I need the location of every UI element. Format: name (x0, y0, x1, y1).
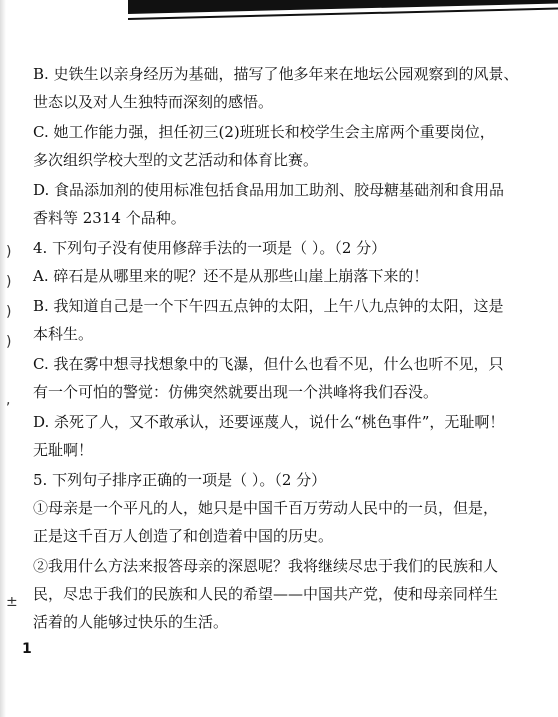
text-line: C. 她工作能力强，担任初三(2)班班长和校学生会主席两个重要岗位， (33, 123, 495, 141)
text-line: 无耻啊！ (33, 441, 94, 459)
text-line: 活着的人能够过快乐的生活。 (33, 613, 229, 631)
text-line: D. 杀死了人，又不敢承认，还要诬蔑人，说什么“桃色事件”，无耻啊！ (33, 413, 505, 431)
text-line: 民，尽忠于我们的民族和人民的希望——中国共产党，使和母亲同样生 (33, 585, 499, 603)
question-title: 5. 下列句子排序正确的一项是（ ）。（2 分） (33, 471, 327, 489)
text-line: 香料等 2314 个品种。 (33, 209, 186, 227)
option-b-q3 (33, 60, 538, 116)
question-4 (33, 234, 538, 262)
text-line: 世态以及对人生独特而深刻的感悟。 (33, 93, 274, 111)
text-line: ①母亲是一个平凡的人，她只是中国千百万劳动人民中的一员，但是， (33, 499, 499, 517)
sentence-2 (33, 552, 538, 636)
option-b-q4 (33, 292, 538, 348)
margin-mark: ) (6, 334, 12, 350)
text-line: D. 食品添加剂的使用标准包括食品用加工助剂、胶母糖基础剂和食用品 (33, 181, 505, 199)
text-line: B. 我知道自己是一个下午四五点钟的太阳，上午八九点钟的太阳，这是 (33, 297, 504, 315)
text-line: 本科生。 (33, 325, 94, 343)
text-line: C. 我在雾中想寻找想象中的飞瀑，但什么也看不见，什么也听不见，只 (33, 355, 504, 373)
margin-mark: ) (6, 304, 12, 320)
option-c-q4 (33, 350, 538, 406)
margin-mark: , (6, 392, 11, 408)
page-number: 1 (22, 641, 32, 657)
option-c-q3 (33, 118, 538, 174)
text-line: 有一个可怕的警觉：仿佛突然就要出现一个洪峰将我们吞没。 (33, 383, 439, 401)
text-line: ②我用什么方法来报答母亲的深恩呢？我将继续尽忠于我们的民族和人 (33, 557, 499, 575)
option-d-q4 (33, 408, 538, 464)
sentence-1 (33, 494, 538, 550)
text-line: 正是这千百万人创造了和创造着中国的历史。 (33, 527, 334, 545)
margin-mark: ) (6, 244, 12, 260)
page-corner-band (128, 0, 558, 20)
question-title: 4. 下列句子没有使用修辞手法的一项是（ ）。（2 分） (33, 239, 387, 257)
margin-mark: ± (6, 594, 18, 610)
option-a-q4 (33, 262, 538, 290)
margin-mark: ) (6, 274, 12, 290)
text-line: A. 碎石是从哪里来的呢？还不是从那些山崖上崩落下来的！ (33, 267, 429, 285)
question-5 (33, 466, 538, 494)
text-line: B. 史铁生以亲身经历为基础，描写了他多年来在地坛公园观察到的风景、 (33, 65, 519, 83)
exam-text (33, 60, 538, 636)
option-d-q3 (33, 176, 538, 232)
text-line: 多次组织学校大型的文艺活动和体育比赛。 (33, 151, 319, 169)
